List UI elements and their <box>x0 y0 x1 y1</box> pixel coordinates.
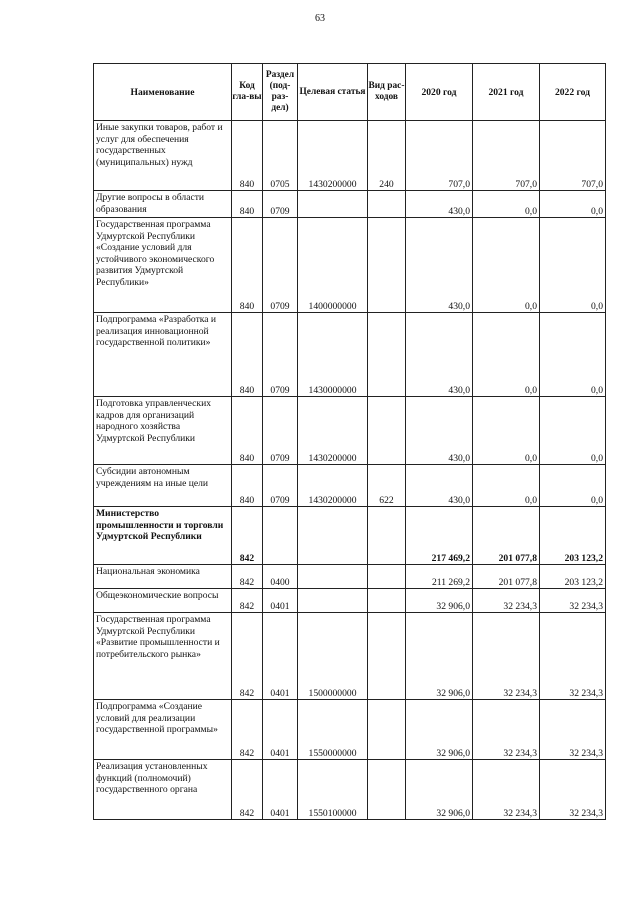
table-row <box>94 589 606 613</box>
cell-y2021: 201 077,8 <box>473 507 540 565</box>
cell-y2020: 430,0 <box>406 465 473 507</box>
cell-chapter: 840 <box>232 218 263 313</box>
table-row <box>94 191 606 218</box>
header-section: Раздел (под-раз-дел) <box>263 64 298 121</box>
cell-expense <box>368 218 406 313</box>
cell-chapter: 840 <box>232 191 263 218</box>
cell-target: 1430200000 <box>298 121 368 191</box>
cell-chapter: 842 <box>232 565 263 589</box>
cell-y2021: 201 077,8 <box>473 565 540 589</box>
cell-y2022: 32 234,3 <box>540 613 606 700</box>
cell-y2021: 32 234,3 <box>473 700 540 760</box>
cell-expense <box>368 565 406 589</box>
cell-chapter: 840 <box>232 121 263 191</box>
cell-target: 1430200000 <box>298 465 368 507</box>
cell-y2021: 0,0 <box>473 465 540 507</box>
cell-y2021: 0,0 <box>473 313 540 397</box>
cell-section: 0705 <box>263 121 298 191</box>
budget-table <box>93 63 606 820</box>
cell-section: 0709 <box>263 313 298 397</box>
cell-y2022: 0,0 <box>540 465 606 507</box>
cell-name: Общеэкономические вопросы <box>94 589 232 613</box>
cell-target: 1550000000 <box>298 700 368 760</box>
cell-target <box>298 589 368 613</box>
cell-y2020: 211 269,2 <box>406 565 473 589</box>
cell-target: 1500000000 <box>298 613 368 700</box>
cell-section: 0401 <box>263 613 298 700</box>
cell-y2022: 203 123,2 <box>540 565 606 589</box>
cell-expense <box>368 397 406 465</box>
cell-y2020: 32 906,0 <box>406 760 473 820</box>
cell-y2022: 0,0 <box>540 218 606 313</box>
cell-name: Подпрограмма «Разработка и реализация инновационной государственной политики» <box>94 313 232 397</box>
cell-section: 0709 <box>263 465 298 507</box>
cell-y2020: 217 469,2 <box>406 507 473 565</box>
cell-y2021: 0,0 <box>473 191 540 218</box>
cell-chapter: 842 <box>232 507 263 565</box>
cell-y2020: 707,0 <box>406 121 473 191</box>
cell-chapter: 840 <box>232 313 263 397</box>
cell-target: 1430000000 <box>298 313 368 397</box>
header-chapter: Код гла-вы <box>232 64 263 121</box>
cell-target <box>298 191 368 218</box>
cell-y2021: 707,0 <box>473 121 540 191</box>
table-row <box>94 218 606 313</box>
cell-y2021: 32 234,3 <box>473 760 540 820</box>
cell-name: Иные закупки товаров, работ и услуг для обеспечения государственных (муниципальных) нужд <box>94 121 232 191</box>
cell-y2022: 32 234,3 <box>540 700 606 760</box>
table-row <box>94 121 606 191</box>
cell-section: 0400 <box>263 565 298 589</box>
cell-expense <box>368 589 406 613</box>
cell-name: Национальная экономика <box>94 565 232 589</box>
cell-y2020: 430,0 <box>406 218 473 313</box>
cell-name: Подпрограмма «Создание условий для реализации государственной программы» <box>94 700 232 760</box>
header-2022: 2022 год <box>540 64 606 121</box>
cell-y2020: 430,0 <box>406 313 473 397</box>
table-row <box>94 565 606 589</box>
cell-section: 0401 <box>263 700 298 760</box>
cell-expense: 240 <box>368 121 406 191</box>
cell-name: Другие вопросы в области образования <box>94 191 232 218</box>
table-row <box>94 613 606 700</box>
cell-y2021: 0,0 <box>473 218 540 313</box>
cell-y2020: 32 906,0 <box>406 700 473 760</box>
cell-y2022: 0,0 <box>540 313 606 397</box>
cell-name: Министерство промышленности и торговли Удмуртской Республики <box>94 507 232 565</box>
cell-name: Реализация установленных функций (полномочий) государственного органа <box>94 760 232 820</box>
cell-chapter: 840 <box>232 397 263 465</box>
cell-y2021: 0,0 <box>473 397 540 465</box>
header-2020: 2020 год <box>406 64 473 121</box>
cell-y2022: 707,0 <box>540 121 606 191</box>
cell-name: Подготовка управленческих кадров для организаций народного хозяйства Удмуртской Республики <box>94 397 232 465</box>
cell-name: Государственная программа Удмуртской Республики «Развитие промышленности и потребительского рынка» <box>94 613 232 700</box>
cell-chapter: 842 <box>232 589 263 613</box>
cell-target: 1400000000 <box>298 218 368 313</box>
cell-section: 0709 <box>263 218 298 313</box>
header-2021: 2021 год <box>473 64 540 121</box>
table-row <box>94 760 606 820</box>
cell-y2022: 0,0 <box>540 397 606 465</box>
cell-y2022: 32 234,3 <box>540 760 606 820</box>
cell-chapter: 842 <box>232 700 263 760</box>
cell-section: 0709 <box>263 191 298 218</box>
cell-expense <box>368 313 406 397</box>
cell-y2022: 0,0 <box>540 191 606 218</box>
header-row <box>94 64 606 121</box>
cell-section: 0401 <box>263 760 298 820</box>
header-name: Наименование <box>94 64 232 121</box>
cell-chapter: 842 <box>232 760 263 820</box>
cell-expense <box>368 700 406 760</box>
cell-expense <box>368 191 406 218</box>
cell-y2022: 203 123,2 <box>540 507 606 565</box>
cell-target <box>298 507 368 565</box>
cell-y2020: 32 906,0 <box>406 589 473 613</box>
cell-name: Субсидии автономным учреждениям на иные цели <box>94 465 232 507</box>
cell-target <box>298 565 368 589</box>
table-row <box>94 700 606 760</box>
cell-expense <box>368 613 406 700</box>
table-row <box>94 465 606 507</box>
cell-y2021: 32 234,3 <box>473 613 540 700</box>
cell-section: 0709 <box>263 397 298 465</box>
cell-target: 1430200000 <box>298 397 368 465</box>
page-number: 63 <box>315 13 325 24</box>
cell-name: Государственная программа Удмуртской Республики «Создание условий для устойчивого экономического развития Удмуртской Республики» <box>94 218 232 313</box>
cell-section: 0401 <box>263 589 298 613</box>
cell-y2020: 430,0 <box>406 397 473 465</box>
table-row <box>94 507 606 565</box>
cell-target: 1550100000 <box>298 760 368 820</box>
cell-chapter: 842 <box>232 613 263 700</box>
cell-chapter: 840 <box>232 465 263 507</box>
cell-y2020: 430,0 <box>406 191 473 218</box>
cell-section <box>263 507 298 565</box>
cell-y2022: 32 234,3 <box>540 589 606 613</box>
cell-expense <box>368 760 406 820</box>
cell-expense <box>368 507 406 565</box>
table-row <box>94 313 606 397</box>
header-target: Целевая статья <box>298 64 368 121</box>
header-expense: Вид рас-ходов <box>368 64 406 121</box>
table-row <box>94 397 606 465</box>
cell-y2021: 32 234,3 <box>473 589 540 613</box>
cell-y2020: 32 906,0 <box>406 613 473 700</box>
cell-expense: 622 <box>368 465 406 507</box>
